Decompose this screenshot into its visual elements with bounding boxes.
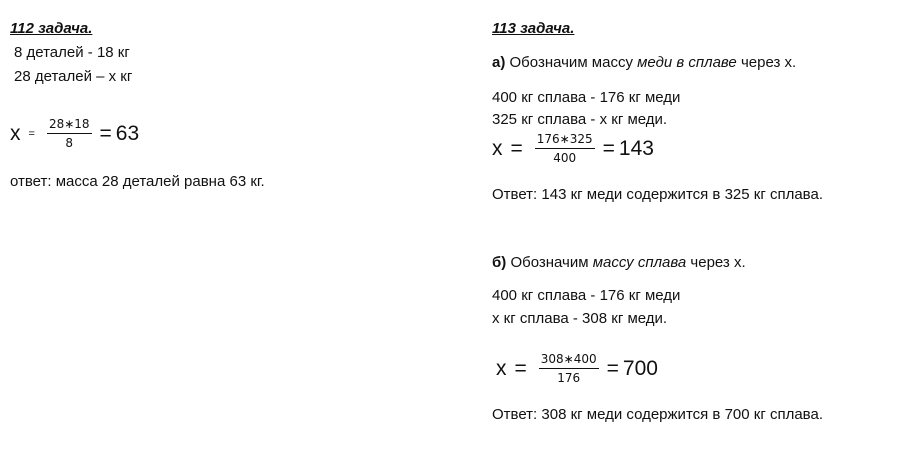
formula-equals: =: [510, 136, 523, 160]
task113b-answer: Ответ: 308 кг меди содержится в 700 кг сплава.: [492, 406, 823, 423]
fraction-numerator: 28∗18: [47, 117, 92, 134]
task113a-formula: [492, 132, 654, 165]
task112-line2: 28 деталей – х кг: [14, 68, 133, 85]
part-label: б): [492, 254, 507, 271]
intro-text: Обозначим массу: [509, 54, 638, 71]
task113b-formula: [496, 352, 658, 385]
part-label: а): [492, 54, 506, 71]
task113a-intro: [492, 54, 796, 72]
intro-text: Обозначим: [510, 254, 593, 271]
formula-result: 143: [618, 136, 654, 160]
task112-heading: 112 задача.: [10, 20, 93, 37]
formula-equals: =: [28, 127, 35, 140]
formula-result: 700: [622, 356, 658, 380]
formula-equals: =: [602, 136, 615, 160]
intro-text-end: через х.: [736, 54, 797, 71]
task113-heading: 113 задача.: [492, 20, 575, 37]
intro-italic: массу сплава: [592, 254, 687, 271]
formula-equals: =: [606, 356, 619, 380]
intro-text-end: через х.: [686, 254, 746, 271]
task113a-line2: 325 кг сплава - х кг меди.: [492, 111, 668, 128]
task113a-line1: 400 кг сплава - 176 кг меди: [492, 89, 681, 106]
formula-variable: x: [10, 121, 21, 145]
formula-fraction: [47, 117, 92, 150]
formula-equals: =: [99, 121, 112, 145]
task112-line1: 8 деталей - 18 кг: [14, 44, 130, 61]
formula-variable: x: [496, 356, 507, 380]
formula-fraction: [539, 352, 599, 385]
task112-answer: ответ: масса 28 деталей равна 63 кг.: [10, 173, 265, 190]
formula-equals: =: [514, 356, 527, 380]
task113b-line2: х кг сплава - 308 кг меди.: [492, 310, 668, 327]
task113a-answer: Ответ: 143 кг меди содержится в 325 кг сплава.: [492, 186, 823, 203]
fraction-numerator: 176∗325: [535, 132, 595, 149]
task112-formula: [10, 117, 139, 150]
intro-italic: меди в сплаве: [637, 54, 737, 71]
fraction-numerator: 308∗400: [539, 352, 599, 369]
fraction-denominator: 176: [557, 371, 581, 385]
fraction-denominator: 8: [65, 136, 74, 150]
formula-fraction: [535, 132, 595, 165]
task113b-line1: 400 кг сплава - 176 кг меди: [492, 287, 681, 304]
formula-result: 63: [115, 121, 140, 145]
task113b-intro: [492, 254, 746, 272]
formula-variable: x: [492, 136, 503, 160]
fraction-denominator: 400: [553, 151, 577, 165]
